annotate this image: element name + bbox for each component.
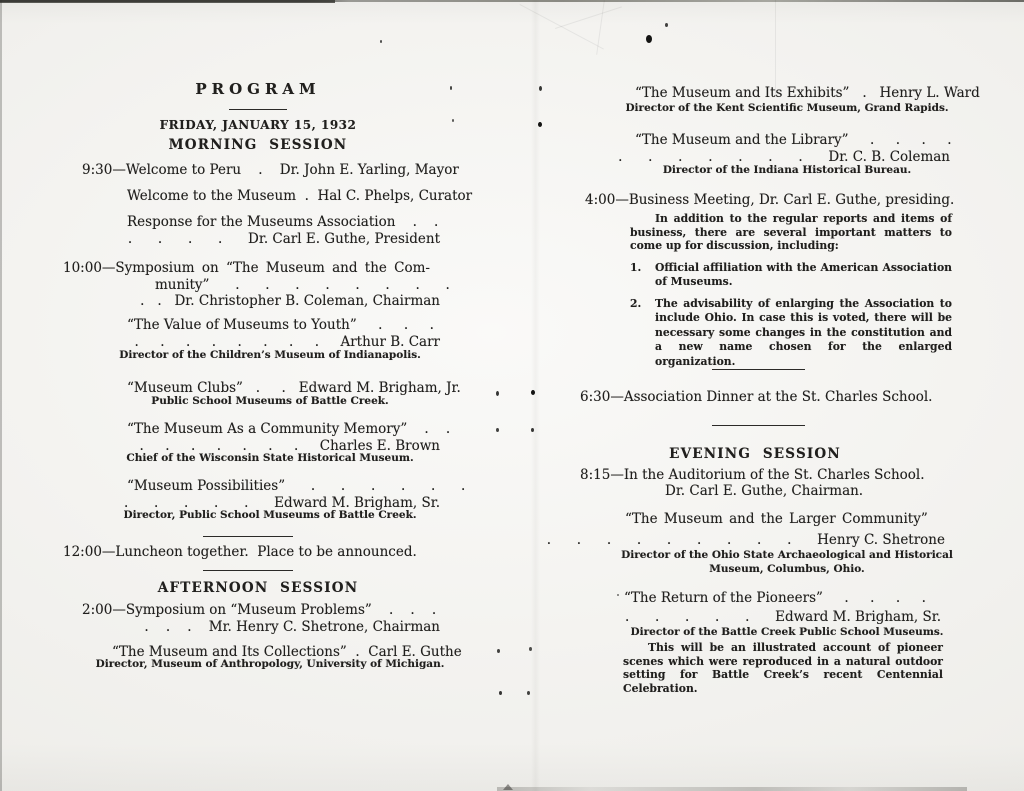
agenda-entry-1000-cont: munity” . . . . . . . . xyxy=(155,277,450,293)
session-heading-morning: MORNING SESSION xyxy=(168,137,348,153)
speaker-credit-carr: Director of the Children’s Museum of Indianapolis. xyxy=(119,349,421,361)
paper-title-exhibits: “The Museum and Its Exhibits” . Henry L. Ward xyxy=(635,85,980,101)
business-item-2 xyxy=(630,297,952,369)
speaker-shetrone-chairman: . . . Mr. Henry C. Shetrone, Chairman xyxy=(144,619,440,635)
speaker-charles-brown: . . . . . . . Charles E. Brown xyxy=(139,438,440,454)
pioneers-description: This will be an illustrated account of pioneer scenes which were reproduced in a natural outdoor setting for Battle Creek’s recent Centennial Celebration. xyxy=(623,641,943,695)
speaker-brigham-sr: . . . . . Edward M. Brigham, Sr. xyxy=(123,495,440,511)
program-date: FRIDAY, JANUARY 15, 1932 xyxy=(159,118,357,132)
divider-rule xyxy=(712,425,805,426)
paper-title-community-memory: “The Museum As a Community Memory” . . xyxy=(127,421,451,437)
divider-rule xyxy=(712,369,805,370)
speaker-guthe-president: . . . . Dr. Carl E. Guthe, President xyxy=(127,231,440,247)
paper-title-museum-clubs: “Museum Clubs” . . Edward M. Brigham, Jr. xyxy=(127,380,461,396)
agenda-entry-815: 8:15—In the Auditorium of the St. Charles School. xyxy=(580,467,925,483)
speaker-credit-coleman: Director of the Indiana Historical Bureau. xyxy=(662,164,912,176)
paper-title-museum-possibilities: “Museum Possibilities” . . . . . . xyxy=(127,478,466,494)
speaker-cb-coleman: . . . . . . . Dr. C. B. Coleman xyxy=(618,149,950,165)
item-text: Official affiliation with the American Association of Museums. xyxy=(655,261,952,289)
paper-title-library: “The Museum and the Library” . . . . xyxy=(635,132,952,148)
agenda-entry-630: 6:30—Association Dinner at the St. Charles School. xyxy=(580,389,933,405)
speaker-credit-guthe: Director, Museum of Anthropology, University of Michigan. xyxy=(95,658,445,670)
business-item-1 xyxy=(630,261,952,290)
speaker-credit-shetrone-1: Director of the Ohio State Archaeological and Historical xyxy=(621,549,953,561)
paper-title-return-pioneers: “The Return of the Pioneers” . . . . xyxy=(624,590,926,606)
agenda-entry-1200: 12:00—Luncheon together. Place to be announced. xyxy=(63,544,417,560)
agenda-entry-400: 4:00—Business Meeting, Dr. Carl E. Guthe, presiding. xyxy=(585,192,955,208)
paper-title-value-youth: “The Value of Museums to Youth” . . . xyxy=(127,317,434,333)
agenda-welcome-museum: Welcome to the Museum . Hal C. Phelps, Curator xyxy=(127,188,473,204)
speaker-arthur-carr: . . . . . . . . Arthur B. Carr xyxy=(134,334,440,350)
speaker-brigham-sr-evening: . . . . . Edward M. Brigham, Sr. xyxy=(624,609,941,625)
item-number: 1. xyxy=(630,261,642,274)
agenda-response-association: Response for the Museums Association . . xyxy=(127,214,439,230)
speaker-credit-brigham-sr-evening: Director of the Battle Creek Public School Museums. xyxy=(630,626,944,638)
agenda-entry-200: 2:00—Symposium on “Museum Problems” . . . xyxy=(82,602,437,618)
paper-title-collections: “The Museum and Its Collections” . Carl E. Guthe xyxy=(112,644,462,660)
evening-chairman-line: Dr. Carl E. Guthe, Chairman. xyxy=(665,483,864,499)
speaker-credit-brown: Chief of the Wisconsin State Historical Museum. xyxy=(126,452,414,464)
paper-title-larger-community: “The Museum and the Larger Community” xyxy=(625,511,928,527)
agenda-entry-930: 9:30—Welcome to Peru . Dr. John E. Yarling, Mayor xyxy=(82,162,459,178)
speaker-credit-ward: Director of the Kent Scientific Museum, Grand Rapids. xyxy=(625,102,949,114)
program-title: PROGRAM xyxy=(195,80,321,98)
speaker-credit-brigham-jr: Public School Museums of Battle Creek. xyxy=(151,395,389,407)
speaker-coleman-chairman: . . Dr. Christopher B. Coleman, Chairman xyxy=(140,293,440,309)
agenda-entry-1000: 10:00—Symposium on “The Museum and the Com- xyxy=(63,260,430,276)
item-number: 2. xyxy=(630,297,642,310)
speaker-henry-shetrone: . . . . . . . . . Henry C. Shetrone xyxy=(546,532,945,548)
speaker-credit-shetrone-2: Museum, Columbus, Ohio. xyxy=(709,563,865,575)
business-meeting-note: In addition to the regular reports and items of business, there are several important matters to come up for discussion, including: xyxy=(630,212,952,253)
session-heading-afternoon: AFTERNOON SESSION xyxy=(157,580,359,596)
item-text: The advisability of enlarging the Association to include Ohio. In case this is voted, there will be necessary some changes in the constitution and a new name chosen for the enlarged organization. xyxy=(655,297,952,368)
speaker-credit-brigham-sr: Director, Public School Museums of Battle Creek. xyxy=(123,509,417,521)
session-heading-evening: EVENING SESSION xyxy=(669,446,841,462)
